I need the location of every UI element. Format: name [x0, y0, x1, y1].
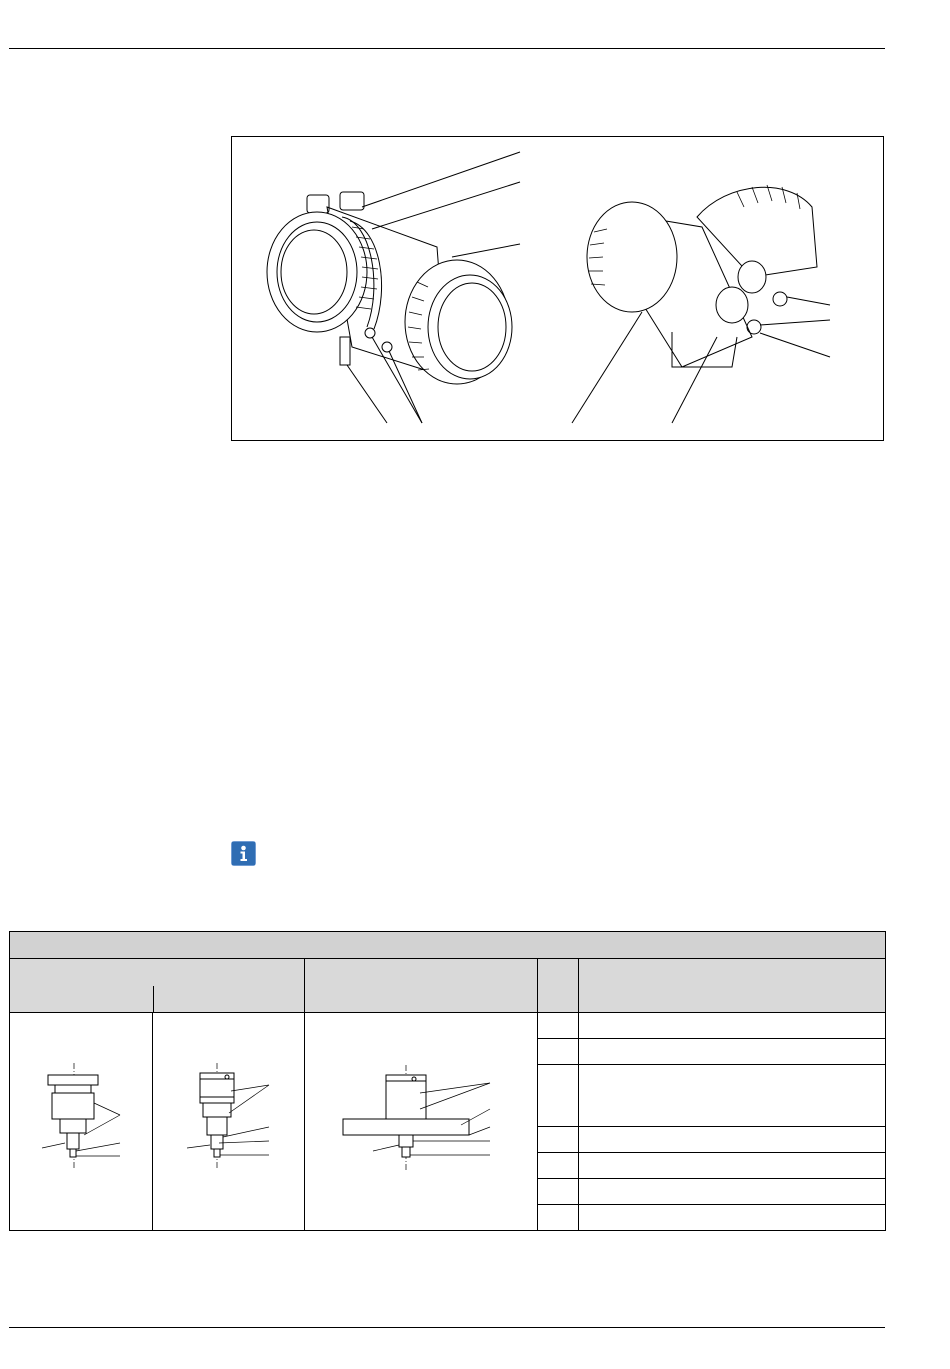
row-number	[538, 1065, 579, 1127]
row-number	[538, 1179, 579, 1205]
header-rule	[9, 48, 885, 49]
row-number	[538, 1205, 579, 1231]
parts-table	[9, 931, 886, 1231]
row-text	[579, 1127, 886, 1153]
row-text	[579, 1039, 886, 1065]
table-title	[10, 932, 886, 959]
row-text	[579, 1065, 886, 1127]
row-text	[579, 1013, 886, 1039]
probe-flange-drawing	[305, 1013, 538, 1238]
row-text	[579, 1205, 886, 1231]
drawing-probe-flange	[305, 1013, 538, 1231]
drawing-probe-thread-small	[10, 1013, 153, 1231]
table-header-probe	[10, 959, 305, 1013]
table-header-flange	[305, 959, 538, 1013]
row-text	[579, 1179, 886, 1205]
table-header-row	[10, 959, 886, 1013]
row-number	[538, 1153, 579, 1179]
row-text	[579, 1153, 886, 1179]
info-icon	[231, 841, 256, 866]
row-number	[538, 1127, 579, 1153]
footer-rule	[9, 1327, 885, 1328]
housing-figure	[231, 136, 884, 441]
row-number	[538, 1013, 579, 1039]
row-number	[538, 1039, 579, 1065]
table-header-desc	[579, 959, 886, 1013]
table-row	[10, 1013, 886, 1039]
drawing-probe-thread-large	[153, 1013, 305, 1231]
probe-thread-small-drawing	[10, 1013, 153, 1238]
table-header-num	[538, 959, 579, 1013]
probe-thread-large-drawing	[153, 1013, 305, 1238]
table-title-bar	[10, 932, 886, 959]
housing-illustration	[232, 137, 883, 440]
